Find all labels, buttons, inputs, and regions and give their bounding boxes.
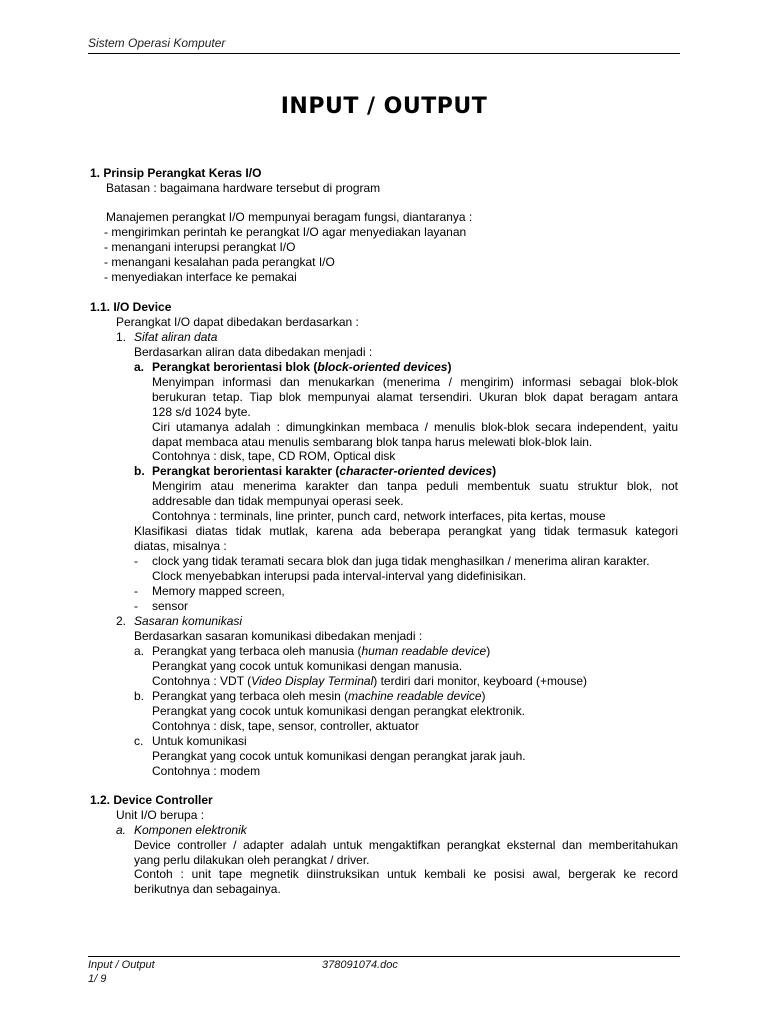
- point-1-number: 1.: [116, 330, 127, 344]
- comm-a-text: Perangkat yang cocok untuk komunikasi dengan manusia.: [152, 659, 463, 673]
- item-b-text: Contohnya : terminals, line printer, punch card, network interfaces, pita kertas, mouse: [152, 509, 606, 523]
- comm-a-heading: Perangkat yang terbaca oleh manusia (human readable device): [152, 644, 491, 658]
- section-1-2-text: Contoh : unit tape megnetik diinstruksikan untuk kembali ke posisi awal, bergerak ke record: [134, 867, 678, 881]
- section-1-batasan: Batasan : bagaimana hardware tersebut di program: [106, 181, 381, 195]
- section-1-1-heading: 1.1. I/O Device: [90, 300, 172, 314]
- section-1-2-heading: 1.2. Device Controller: [90, 793, 213, 807]
- section-1-1-intro: Perangkat I/O dapat dibedakan berdasarkan :: [116, 315, 359, 329]
- section-1-2-text: berikutnya dan sebagainya.: [134, 882, 281, 896]
- item-a-letter: a.: [134, 360, 145, 374]
- comm-b-example: Contohnya : disk, tape, sensor, controller, aktuator: [152, 719, 419, 733]
- comm-c-text: Perangkat yang cocok untuk komunikasi dengan perangkat jarak jauh.: [152, 749, 526, 763]
- item-a-text: 128 s/d 1024 byte.: [152, 405, 251, 419]
- item-b-text: addresable dan tidak mempunyai operasi seek.: [152, 494, 404, 508]
- section-1-2-text: yang perlu dilakukan oleh perangkat / driver.: [134, 853, 370, 867]
- comm-c-example: Contohnya : modem: [152, 764, 261, 778]
- item-b-letter: b.: [134, 464, 145, 478]
- section-1-2-text: Device controller / adapter adalah untuk mengaktifkan perangkat eksternal dan memberitahukan: [134, 838, 678, 852]
- comm-b-heading: Perangkat yang terbaca oleh mesin (machine readable device): [152, 689, 486, 703]
- example-dash: -: [134, 599, 138, 613]
- point-2-intro: Berdasarkan sasaran komunikasi dibedakan menjadi :: [134, 629, 423, 643]
- function-item: - menyediakan interface ke pemakai: [104, 270, 297, 284]
- comm-b-text: Perangkat yang cocok untuk komunikasi dengan perangkat elektronik.: [152, 704, 525, 718]
- function-item: - mengirimkan perintah ke perangkat I/O agar menyediakan layanan: [104, 225, 467, 239]
- comm-a-letter: a.: [134, 644, 145, 658]
- example-item: Clock menyebabkan interupsi pada interval-interval yang didefinisikan.: [152, 569, 527, 583]
- example-item: Memory mapped screen,: [152, 584, 285, 598]
- footer-filename: 378091074.doc: [322, 959, 398, 971]
- example-item: sensor: [152, 599, 189, 613]
- item-a-text: Contohnya : disk, tape, CD ROM, Optical disk: [152, 449, 396, 463]
- running-header: Sistem Operasi Komputer: [88, 36, 226, 50]
- comm-c-letter: c.: [134, 734, 144, 748]
- point-1-label: Sifat aliran data: [134, 330, 218, 344]
- example-dash: -: [134, 554, 138, 568]
- function-item: - menangani interupsi perangkat I/O: [104, 240, 296, 254]
- example-dash: -: [134, 584, 138, 598]
- item-a-text: dapat membaca atau menulis sembarang blok tanpa harus melewati blok-blok lain.: [152, 435, 593, 449]
- section-1-heading: 1. Prinsip Perangkat Keras I/O: [90, 166, 262, 180]
- footer-rule: [88, 956, 680, 957]
- classification-text: Klasifikasi diatas tidak mutlak, karena ada beberapa perangkat yang tidak termasuk kategori: [134, 524, 678, 538]
- example-item: clock yang tidak teramati secara blok dan juga tidak menghasilkan / menerima aliran karakter.: [152, 554, 650, 568]
- section-1-2-a-label: Komponen elektronik: [134, 823, 247, 837]
- section-1-2-intro: Unit I/O berupa :: [116, 808, 205, 822]
- point-2-label: Sasaran komunikasi: [134, 614, 243, 628]
- item-a-text: Ciri utamanya adalah : dimungkinkan membaca / menulis blok-blok secara independent, yaitu: [152, 420, 678, 434]
- point-1-intro: Berdasarkan aliran data dibedakan menjadi :: [134, 345, 373, 359]
- function-item: - menangani kesalahan pada perangkat I/O: [104, 255, 335, 269]
- footer-page-number: 1/ 9: [88, 973, 107, 985]
- item-a-heading: Perangkat berorientasi blok (block-oriented devices): [152, 360, 452, 374]
- item-a-text: berukuran tetap. Tiap blok mempunyai alamat tersendiri. Ukuran blok dapat beragam antara: [152, 390, 678, 404]
- page-title: INPUT / OUTPUT: [280, 94, 488, 119]
- section-1-intro: Manajemen perangkat I/O mempunyai beragam fungsi, diantaranya :: [106, 210, 473, 224]
- comm-c-heading: Untuk komunikasi: [152, 734, 247, 748]
- classification-text: diatas, misalnya :: [134, 539, 227, 553]
- item-b-text: Mengirim atau menerima karakter dan tanpa peduli membentuk suatu struktur blok, not: [152, 479, 678, 493]
- comm-b-letter: b.: [134, 689, 145, 703]
- header-rule: [88, 53, 680, 54]
- footer-title: Input / Output: [88, 959, 155, 971]
- point-2-number: 2.: [116, 614, 127, 628]
- item-b-heading: Perangkat berorientasi karakter (character-oriented devices): [152, 464, 497, 478]
- item-a-text: Menyimpan informasi dan menukarkan (menerima / mengirim) informasi sebagai blok-blok: [152, 375, 678, 389]
- section-1-2-a-letter: a.: [116, 823, 127, 837]
- comm-a-example: Contohnya : VDT (Video Display Terminal) terdiri dari monitor, keyboard (+mouse): [152, 674, 587, 688]
